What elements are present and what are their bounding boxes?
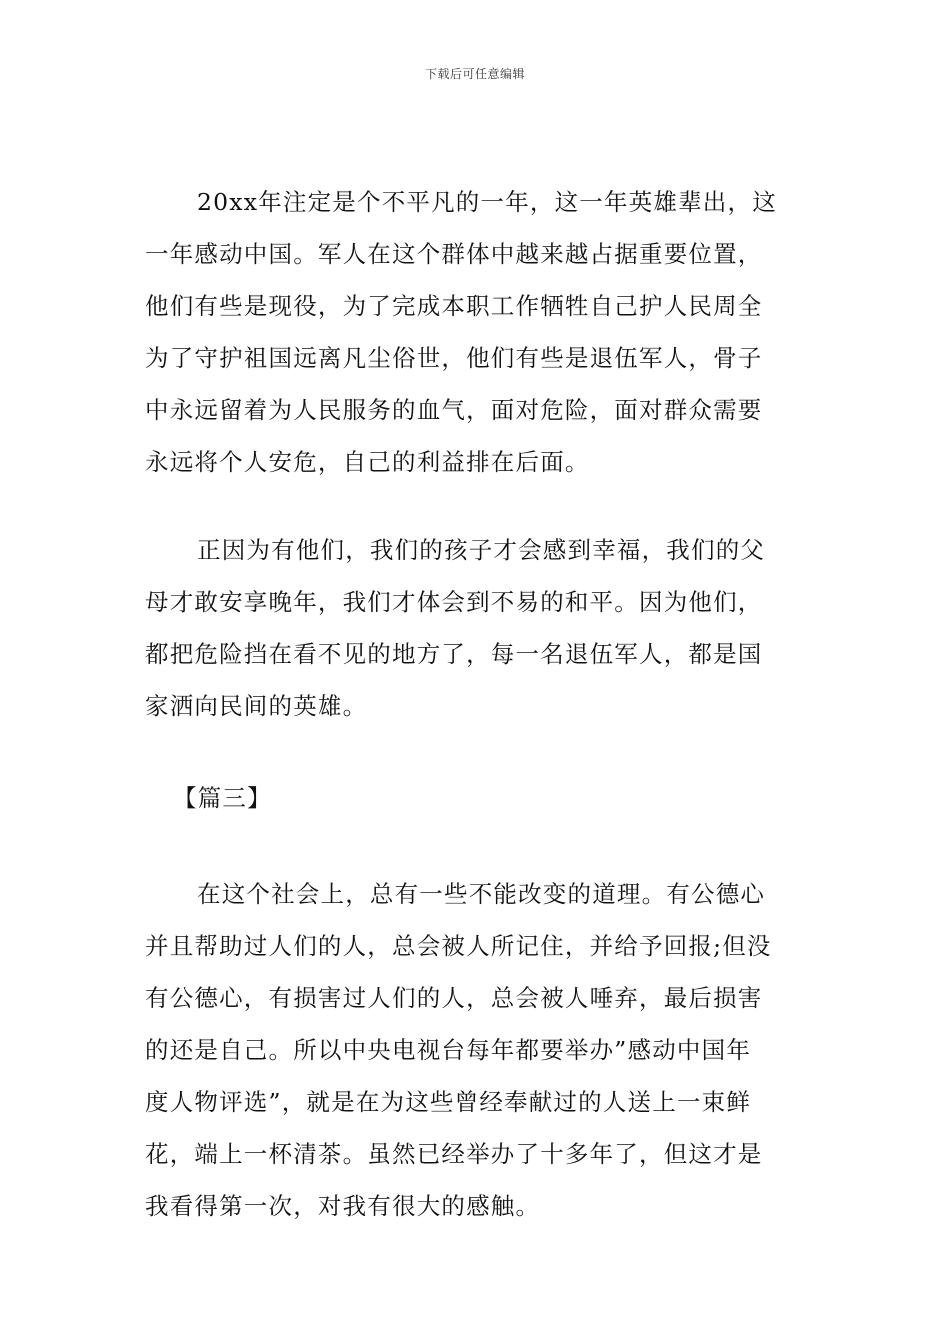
paragraph-line: 他们有些是现役，为了完成本职工作牺牲自己护人民周全	[145, 292, 763, 320]
paragraph-line: 为了守护祖国远离凡尘俗世，他们有些是退伍军人，骨子	[145, 344, 763, 372]
section-heading	[145, 772, 810, 824]
paragraph-line: 一年感动中国。军人在这个群体中越来越占据重要位置，	[145, 240, 763, 268]
paragraph-line: 20xx年注定是个不平凡的一年，这一年英雄辈出，这	[197, 188, 777, 216]
paragraph-line: 并且帮助过人们的人，总会被人所记住，并给予回报;但没	[145, 932, 772, 960]
paragraph-1	[145, 176, 810, 488]
paragraph-line: 正因为有他们，我们的孩子才会感到幸福，我们的父	[197, 536, 766, 564]
paragraph-line: 有公德心，有损害过人们的人，总会被人唾弃，最后损害	[145, 984, 763, 1012]
paragraph-line: 在这个社会上，总有一些不能改变的道理。有公德心	[197, 880, 766, 908]
paragraph-line: 的还是自己。所以中央电视台每年都要举办”感动中国年	[145, 1036, 752, 1064]
paragraph-line: 家洒向民间的英雄。	[145, 692, 368, 720]
page-header: 下载后可任意编辑	[424, 67, 525, 81]
paragraph-line: 中永远留着为人民服务的血气，面对危险，面对群众需要	[145, 396, 763, 424]
paragraph-2	[145, 524, 810, 732]
paragraph-3	[145, 868, 810, 1232]
section-heading-text: 【篇三】	[173, 784, 272, 812]
paragraph-line: 我看得第一次，对我有很大的感触。	[145, 1192, 541, 1220]
paragraph-line: 都把危险挡在看不见的地方了，每一名退伍军人，都是国	[145, 640, 763, 668]
paragraph-line: 花，端上一杯清茶。虽然已经举办了十多年了，但这才是	[145, 1140, 763, 1168]
paragraph-line: 永远将个人安危，自己的利益排在后面。	[145, 448, 590, 476]
paragraph-line: 母才敢安享晚年，我们才体会到不易的和平。因为他们，	[145, 588, 763, 616]
paragraph-line: 度人物评选”，就是在为这些曾经奉献过的人送上一束鲜	[145, 1088, 752, 1116]
